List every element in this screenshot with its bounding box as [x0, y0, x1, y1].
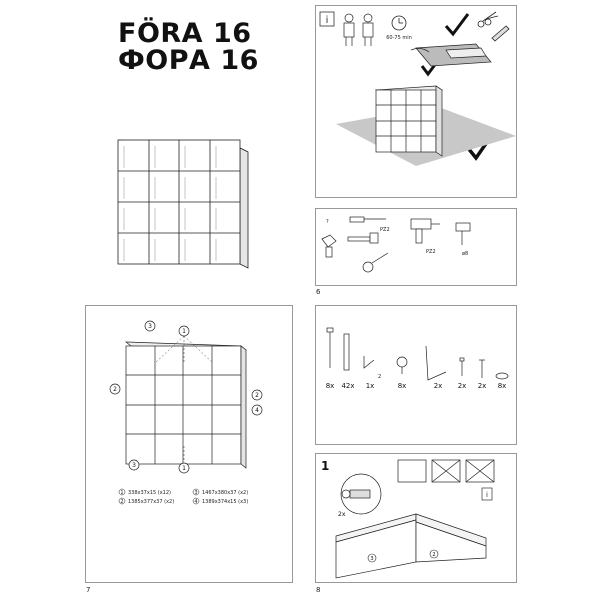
page-number-8: 8 [316, 586, 321, 594]
hardware-qty-5: 2x [433, 382, 443, 390]
step-number: 1 [321, 459, 330, 473]
tools-drawing [316, 209, 518, 287]
zoom-detail [341, 474, 381, 514]
shelf-unit-cover [118, 140, 248, 268]
part-text-1: 338x37x15 (x12) [128, 490, 171, 496]
box-opening-drawing [411, 44, 491, 66]
callout-2-left: 2 [113, 386, 117, 393]
glide-pad-icon [496, 373, 508, 379]
callout-3-bottom: 3 [132, 462, 136, 469]
cam-lock-icon [397, 357, 407, 374]
cutter-knife-icon [492, 26, 509, 41]
hammer-icon [348, 233, 378, 243]
callout-3-top: 3 [148, 323, 152, 330]
panel-assembly-info [315, 5, 517, 198]
part-text-4: 1389x374x15 (x3) [202, 499, 249, 505]
hardware-qty-2: 42x [341, 382, 355, 390]
panel-hardware [315, 305, 517, 445]
hardware-mid-label: 2 [378, 374, 382, 380]
info-book-icon [320, 12, 334, 26]
two-people-icon [344, 14, 373, 46]
exploded-shelf [126, 342, 246, 468]
hardware-drawing [316, 306, 518, 446]
power-drill-icon [411, 219, 440, 243]
callout-1-bottom: 1 [182, 465, 186, 472]
page-number-6: 6 [316, 288, 321, 296]
hardware-qty-8: 8x [497, 382, 507, 390]
small-screw-icon [460, 358, 464, 376]
assembly-info-drawing [316, 6, 518, 199]
hardware-qty-1: 8x [325, 382, 335, 390]
dowel-icon [344, 334, 349, 370]
part-text-2: 1385x377x37 (x2) [128, 499, 175, 505]
part-text-3: 1467x380x37 (x2) [202, 490, 249, 496]
hardware-qty-7: 2x [477, 382, 487, 390]
info-book-icon [482, 488, 492, 500]
step-part-3: 3 [370, 556, 374, 562]
panels-assembly [336, 514, 486, 578]
allen-key-icon [364, 356, 374, 368]
tape-measure-icon [363, 253, 388, 272]
surface-options [398, 460, 494, 482]
scissors-icon [478, 12, 498, 27]
drill-size-label: ø8 [462, 251, 469, 257]
pz2-label-b: PZ2 [426, 249, 436, 255]
part-num-1: 1 [120, 490, 124, 496]
title-fora-cyrillic: ФОРА 16 [118, 45, 259, 76]
pz2-label-a: PZ2 [380, 227, 390, 233]
page-number-7: 7 [86, 586, 91, 594]
svg-text:i: i [325, 15, 329, 26]
question-mark: ? [326, 219, 329, 225]
clock-icon [392, 16, 406, 30]
time-label: 60-75 min [386, 35, 412, 41]
panel-tools [315, 208, 517, 286]
step-1-drawing [316, 454, 518, 584]
nail-icon [479, 360, 485, 378]
part-num-3: 3 [194, 490, 198, 496]
long-screw-icon [327, 328, 333, 368]
svg-text:i: i [486, 491, 488, 499]
check-icon-1 [446, 14, 468, 34]
screwdriver-icon [350, 217, 386, 222]
step-part-2: 2 [432, 552, 436, 558]
panel-step-1 [315, 453, 517, 583]
part-num-2: 2 [120, 499, 124, 505]
drill-bit-icon [456, 223, 470, 245]
hardware-qty-3: 1x [365, 382, 375, 390]
panel-parts-overview [85, 305, 293, 583]
hardware-qty-4: 8x [397, 382, 407, 390]
hand-tool-icon [322, 235, 336, 257]
callout-2-right: 2 [255, 392, 259, 399]
title-fora: FÖRA 16 [118, 18, 252, 49]
parts-overview-drawing [86, 306, 294, 584]
callout-4: 4 [255, 407, 259, 414]
bracket-icon [426, 346, 446, 380]
part-num-4: 4 [194, 499, 198, 505]
shelf-on-mat [376, 86, 442, 156]
callout-1-top: 1 [182, 328, 186, 335]
hardware-qty-6: 2x [457, 382, 467, 390]
step-qty: 2x [338, 511, 346, 518]
parts-list [119, 489, 248, 505]
